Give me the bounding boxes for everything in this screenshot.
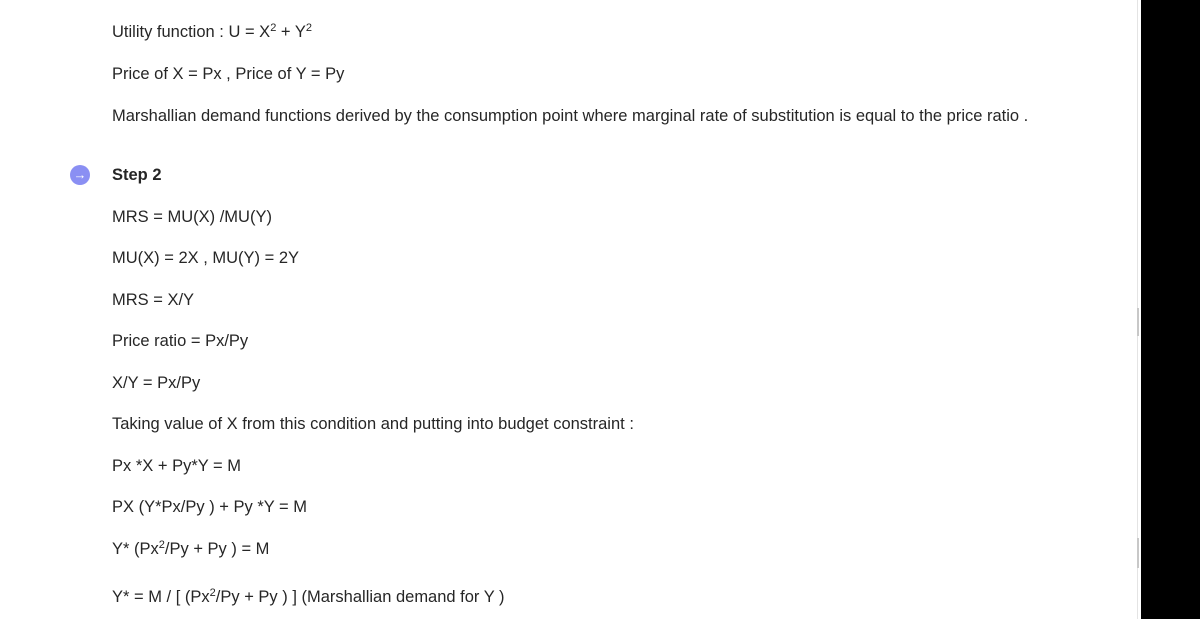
utility-exponent-x: 2 — [270, 21, 277, 34]
eq-y2-exponent: 2 — [209, 586, 216, 599]
scroll-marker-lower — [1137, 538, 1139, 568]
eq-y1-suffix: /Py + Py ) = M — [164, 540, 270, 558]
marshallian-note-line: Marshallian demand functions derived by the consumption point where marginal rate of substitution is equal to the price ratio . — [112, 107, 1029, 125]
eq-y1-exponent: 2 — [158, 538, 165, 551]
equilibrium-condition-line: X/Y = Px/Py — [112, 374, 201, 392]
eq-y2-suffix: /Py + Py ) ] (Marshallian demand for Y ) — [215, 588, 505, 606]
eq-y2-prefix: Y* = M / [ (Px — [112, 588, 210, 606]
utility-function-line — [112, 22, 312, 42]
prices-line: Price of X = Px , Price of Y = Py — [112, 65, 345, 83]
substitution-note-line: Taking value of X from this condition and putting into budget constraint : — [112, 415, 634, 433]
eq-y1-prefix: Y* (Px — [112, 540, 159, 558]
step-title: Step 2 — [112, 166, 162, 184]
mrs-definition-line: MRS = MU(X) /MU(Y) — [112, 208, 272, 226]
price-ratio-line: Price ratio = Px/Py — [112, 332, 249, 350]
utility-exponent-y: 2 — [305, 21, 312, 34]
y-factored-equation-line — [112, 539, 269, 559]
marginal-utilities-line: MU(X) = 2X , MU(Y) = 2Y — [112, 249, 300, 267]
scroll-marker-upper — [1137, 308, 1139, 336]
y-demand-equation-line — [112, 587, 505, 607]
utility-prefix: Utility function : U = X — [112, 23, 271, 41]
substituted-budget-line: PX (Y*Px/Py ) + Py *Y = M — [112, 498, 308, 516]
utility-mid: + Y — [276, 23, 306, 41]
budget-constraint-line: Px *X + Py*Y = M — [112, 457, 242, 475]
arrow-right-icon[interactable]: → — [70, 165, 90, 185]
mrs-ratio-line: MRS = X/Y — [112, 291, 195, 309]
